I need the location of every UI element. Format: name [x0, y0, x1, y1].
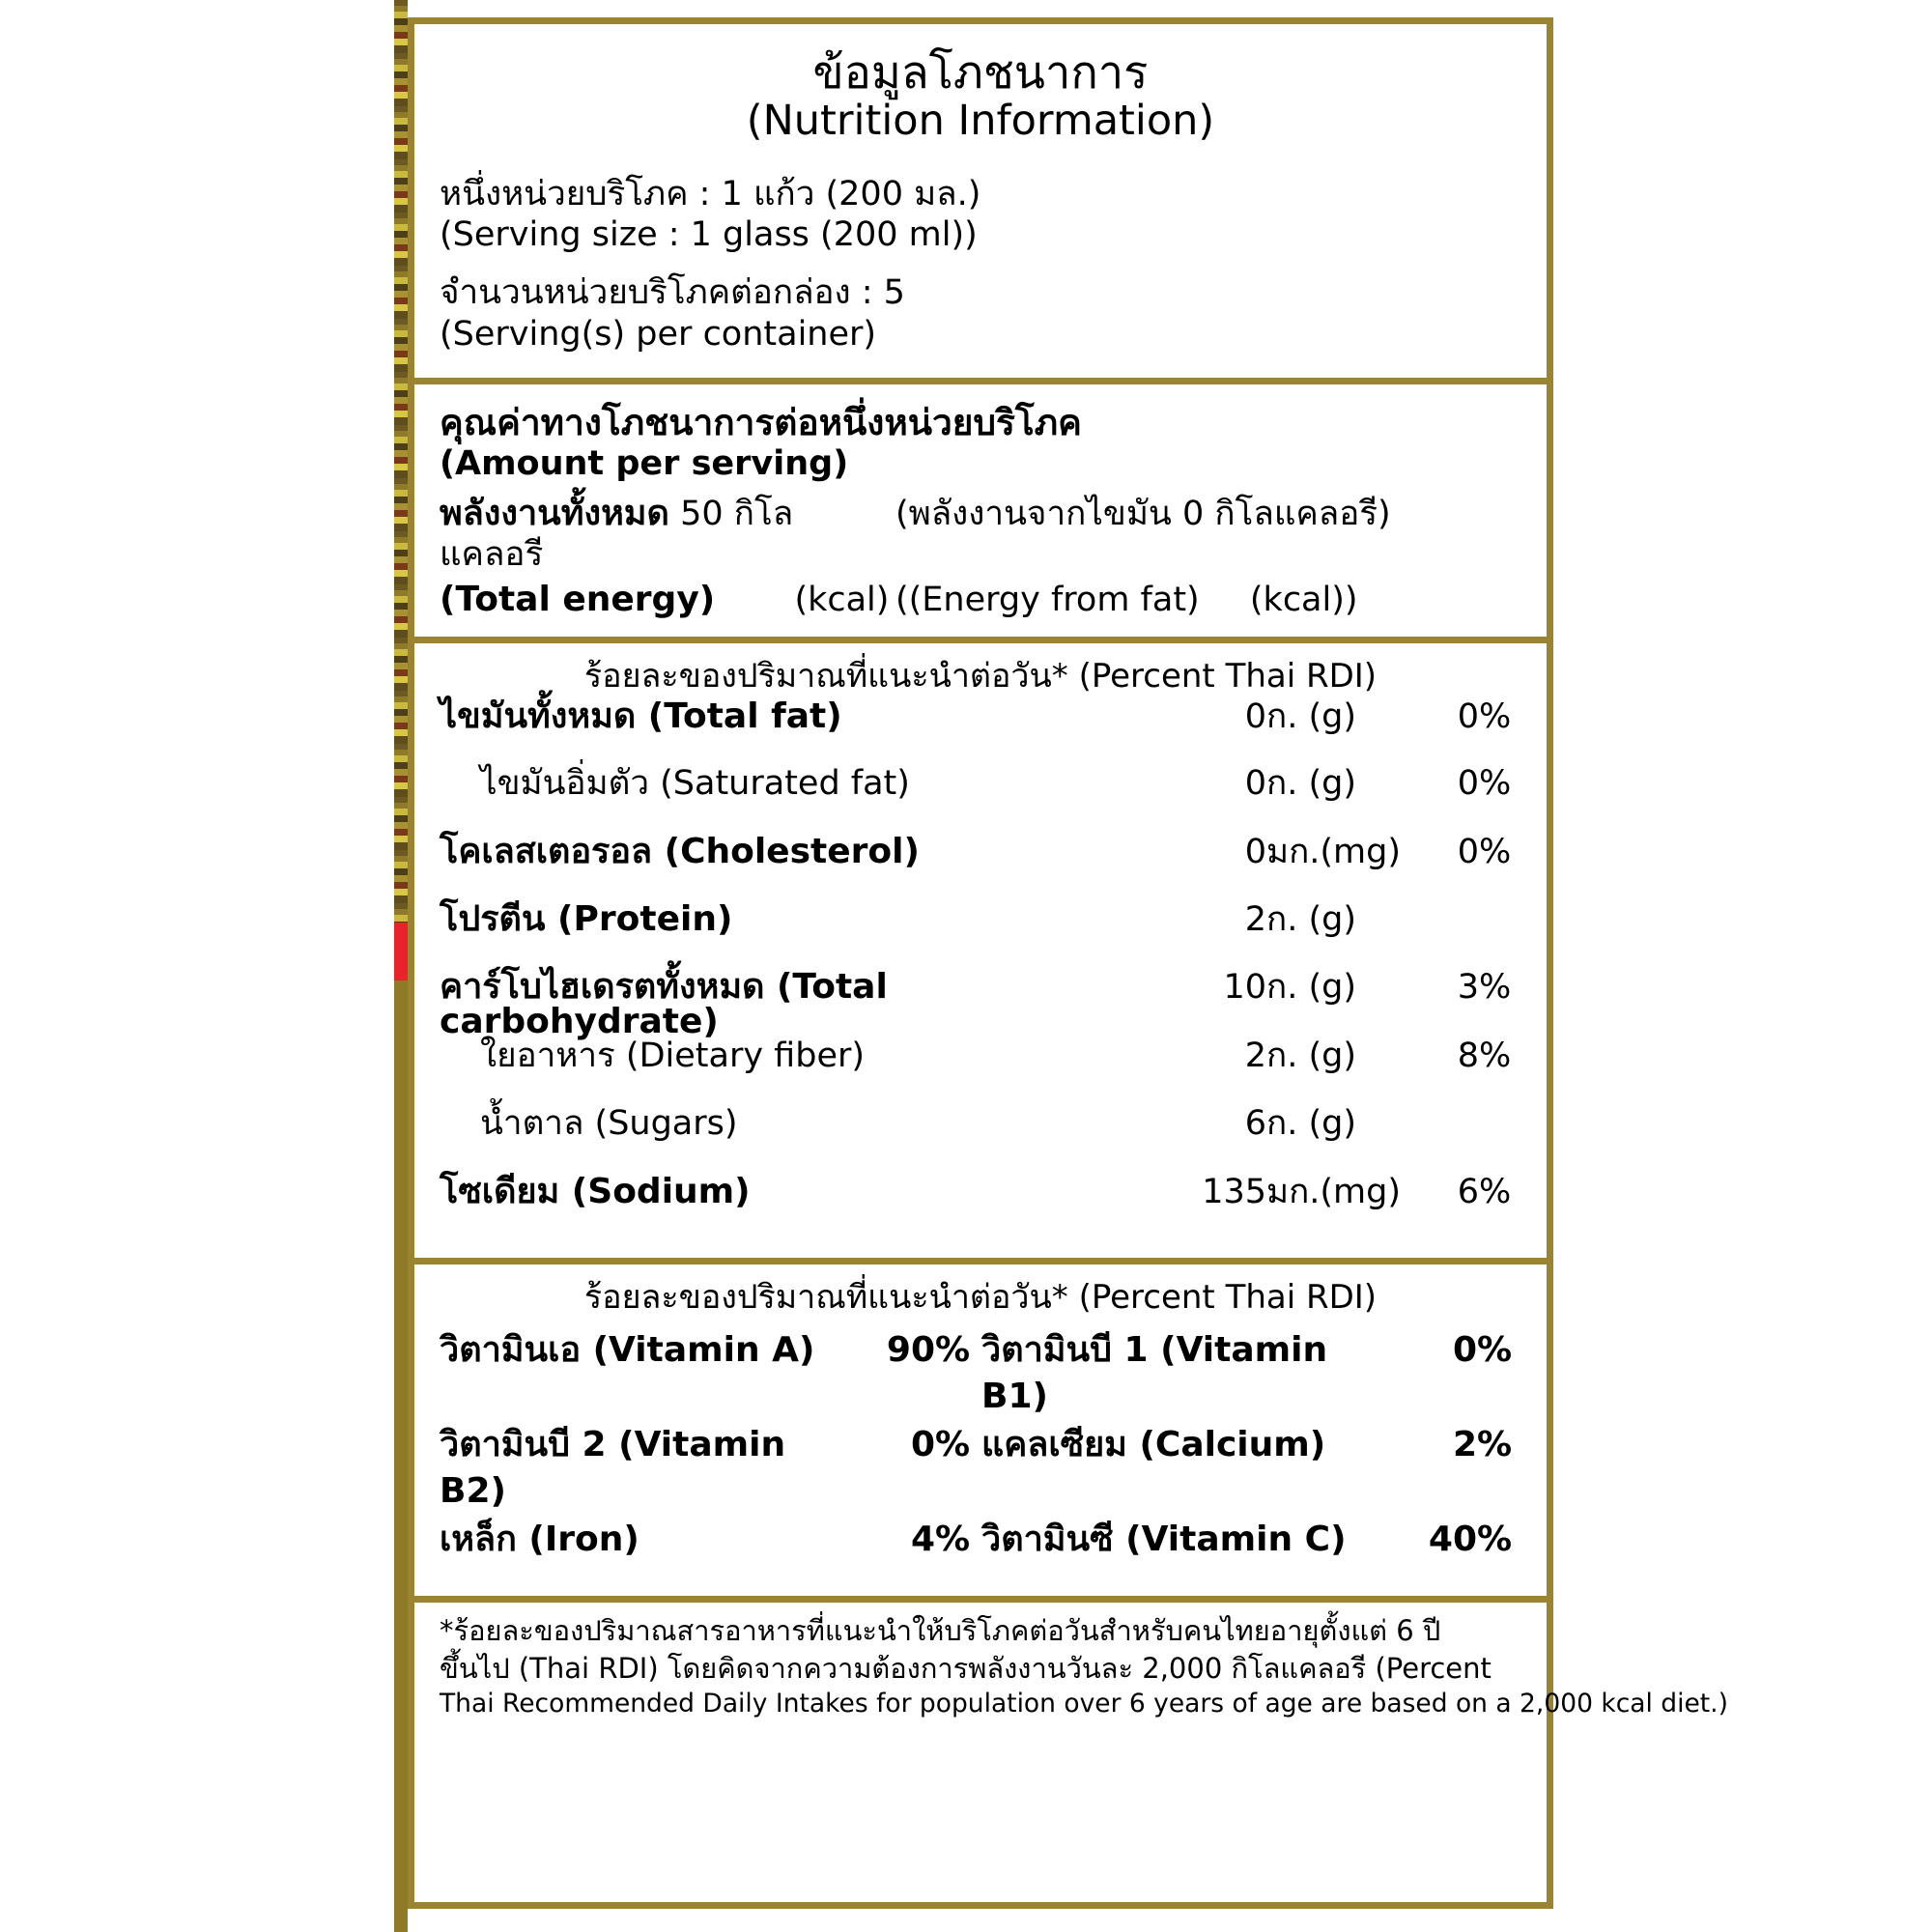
nutrient-percent-symbol	[1479, 902, 1521, 970]
nutrient-name: โคเลสเตอรอล (Cholesterol)	[440, 832, 920, 872]
total-energy-value: 50	[680, 495, 724, 534]
energy-from-fat-label-thai: (พลังงานจากไขมัน	[895, 495, 1172, 534]
table-row	[440, 835, 1521, 902]
nutrient-unit: ก. (g)	[1266, 1037, 1356, 1076]
nutrient-percent-symbol: %	[1479, 833, 1512, 872]
energy-from-fat-unit-thai: กิโลแคลอรี)	[1214, 495, 1391, 534]
table-row	[440, 970, 1521, 1039]
nutrient-percent: 3	[1457, 968, 1479, 1008]
footnote-line-2: ขึ้นไป (Thai RDI) โดยคิดจากความต้องการพลังงานวันละ 2,000 กิโลแคลอรี (Percent	[440, 1651, 1492, 1685]
footnote-section	[414, 1603, 1728, 1720]
nutrient-value: 6	[1244, 1104, 1266, 1144]
rdi-header-nutrients: ร้อยละของปริมาณที่แนะนำต่อวัน* (Percent Thai RDI)	[583, 656, 1378, 696]
vitamin-name-left: วิตามินบี 2 (Vitamin B2)	[440, 1425, 786, 1512]
nutrient-value: 0	[1244, 764, 1266, 804]
table-row	[440, 1511, 1521, 1582]
vitamin-percent-symbol-right: %	[1477, 1520, 1513, 1560]
nutrient-percent: 8	[1457, 1037, 1479, 1076]
vitamin-name-left: วิตามินเอ (Vitamin A)	[440, 1330, 815, 1371]
vitamin-percent-left: 90	[886, 1330, 935, 1371]
total-energy-unit-thai: กิโลแคลอรี	[440, 495, 794, 575]
table-row	[440, 902, 1521, 970]
page-title-english: (Nutrition Information)	[746, 97, 1215, 146]
vitamin-percent-symbol-left: %	[935, 1425, 971, 1465]
total-energy-label-english: (Total energy)	[440, 580, 716, 620]
nutrient-value: 2	[1244, 1037, 1266, 1076]
nutrient-percent-symbol	[1479, 1107, 1521, 1175]
nutrients-table	[440, 696, 1521, 1242]
nutrient-unit: มก.(mg)	[1266, 833, 1402, 872]
nutrient-value: 135	[1202, 1173, 1266, 1212]
package-edge-red-band	[394, 923, 408, 980]
table-row	[440, 1321, 1521, 1416]
table-row	[440, 699, 1521, 767]
nutrient-name: โปรตีน (Protein)	[440, 899, 733, 940]
nutrient-value: 2	[1244, 900, 1266, 940]
vitamin-percent-symbol-right: %	[1477, 1425, 1513, 1465]
energy-from-fat-value: 0	[1181, 495, 1205, 534]
vitamins-section	[414, 1264, 1547, 1603]
table-row	[440, 1416, 1521, 1511]
nutrient-unit: มก.(mg)	[1266, 1173, 1402, 1212]
nutrient-unit: ก. (g)	[1266, 900, 1356, 940]
servings-per-container-thai: จำนวนหน่วยบริโภคต่อกล่อง : 5	[440, 273, 905, 313]
nutrient-name: ไขมันทั้งหมด (Total fat)	[440, 696, 842, 737]
nutrient-percent: 0	[1457, 764, 1479, 804]
nutrient-value: 10	[1223, 968, 1266, 1008]
vitamin-percent-symbol-left: %	[935, 1330, 971, 1371]
nutrient-name: คาร์โบไฮเดรตทั้งหมด (Total carbohydrate)	[440, 967, 888, 1042]
total-energy-label-thai: พลังงานทั้งหมด	[440, 494, 669, 534]
nutrient-value: 0	[1244, 833, 1266, 872]
nutrient-percent	[1411, 1107, 1479, 1175]
vitamin-percent-right: 2	[1452, 1425, 1477, 1465]
vitamin-percent-right: 40	[1428, 1520, 1477, 1560]
nutrient-unit: ก. (g)	[1266, 1104, 1356, 1144]
page-title-thai: ข้อมูลโภชนาการ	[812, 46, 1149, 99]
vitamin-percent-right: 0	[1452, 1330, 1477, 1371]
table-row	[440, 1039, 1521, 1107]
nutrient-name: ไขมันอิ่มตัว (Saturated fat)	[480, 764, 910, 804]
package-edge-pattern	[394, 0, 408, 923]
nutrient-percent-symbol: %	[1479, 697, 1512, 737]
nutrient-percent: 0	[1457, 697, 1479, 737]
nutrient-unit: ก. (g)	[1266, 697, 1356, 737]
serving-size-english: (Serving size : 1 glass (200 ml))	[440, 215, 978, 255]
vitamin-name-left: เหล็ก (Iron)	[440, 1520, 639, 1560]
nutrition-label-box	[408, 17, 1728, 1909]
nutrient-name: น้ำตาล (Sugars)	[480, 1104, 738, 1144]
vitamin-percent-left: 4	[910, 1520, 935, 1560]
serving-section	[414, 24, 1547, 384]
table-row	[440, 1107, 1521, 1175]
vitamin-percent-symbol-right: %	[1477, 1330, 1513, 1371]
vitamins-table	[440, 1321, 1521, 1582]
nutrient-percent: 0	[1457, 833, 1479, 872]
amount-per-serving-section	[414, 384, 1547, 642]
package-edge-strip	[394, 0, 408, 1932]
nutrient-percent: 6	[1457, 1173, 1479, 1212]
servings-per-container-english: (Serving(s) per container)	[440, 314, 877, 354]
vitamin-name-right: วิตามินซี (Vitamin C)	[981, 1520, 1347, 1560]
table-row	[440, 767, 1521, 835]
nutrient-percent	[1411, 902, 1479, 970]
footnote-line-3: Thai Recommended Daily Intakes for population over 6 years of age are based on a 2,000 kcal diet.)	[440, 1689, 1728, 1719]
rdi-header-vitamins: ร้อยละของปริมาณที่แนะนำต่อวัน* (Percent Thai RDI)	[583, 1278, 1378, 1318]
nutrient-percent-symbol: %	[1479, 968, 1512, 1008]
nutrient-percent-symbol: %	[1479, 1037, 1512, 1076]
vitamin-percent-symbol-left: %	[935, 1520, 971, 1560]
vitamin-percent-left: 0	[910, 1425, 935, 1465]
nutrient-unit: ก. (g)	[1266, 764, 1356, 804]
energy-from-fat-unit-english: (kcal))	[1249, 581, 1358, 620]
total-energy-row-thai	[440, 493, 1521, 575]
nutrient-percent-symbol: %	[1479, 764, 1512, 804]
amount-per-serving-heading-english: (Amount per serving)	[440, 444, 849, 484]
total-energy-unit-english: (kcal)	[794, 581, 890, 620]
nutrient-name: โซเดียม (Sodium)	[440, 1172, 751, 1212]
table-row	[440, 1175, 1521, 1242]
nutrient-unit: ก. (g)	[1266, 968, 1356, 1008]
amount-per-serving-heading-thai: คุณค่าทางโภชนาการต่อหนึ่งหน่วยบริโภค	[440, 402, 1082, 444]
nutrient-name: ใยอาหาร (Dietary fiber)	[480, 1037, 866, 1076]
footnote-line-1: *ร้อยละของปริมาณสารอาหารที่แนะนำให้บริโภคต่อวันสำหรับคนไทยอายุตั้งแต่ 6 ปี	[440, 1614, 1441, 1648]
vitamin-name-right: วิตามินบี 1 (Vitamin B1)	[981, 1330, 1328, 1417]
nutrients-section	[414, 643, 1547, 1265]
vitamin-name-right: แคลเซียม (Calcium)	[981, 1425, 1326, 1465]
total-energy-row-english	[440, 579, 1521, 620]
serving-size-thai: หนึ่งหน่วยบริโภค : 1 แก้ว (200 มล.)	[440, 174, 981, 213]
nutrient-percent-symbol: %	[1479, 1173, 1512, 1212]
nutrient-value: 0	[1244, 697, 1266, 737]
package-edge-gold-band	[394, 980, 408, 1932]
energy-from-fat-label-english: ((Energy from fat)	[895, 581, 1200, 620]
